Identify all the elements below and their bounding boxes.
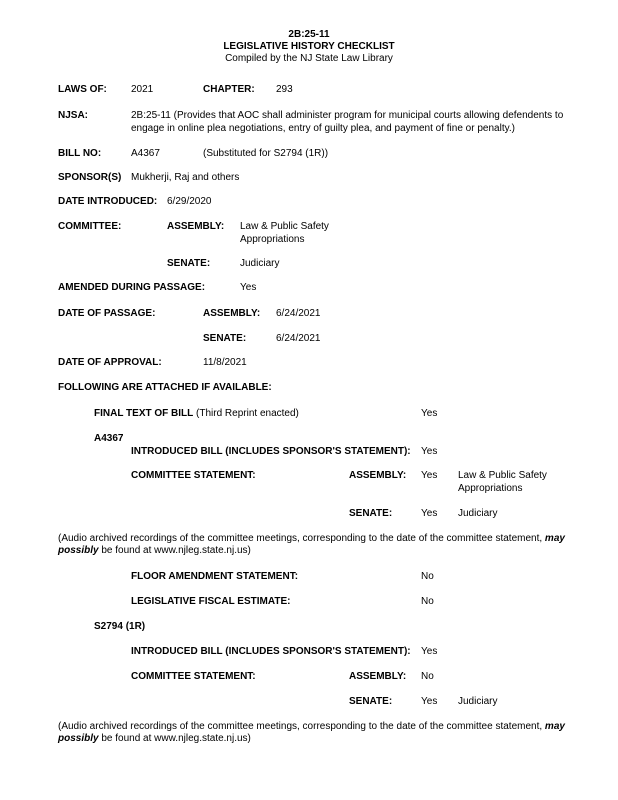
bill-s-introduced-label: INTRODUCED BILL (INCLUDES SPONSOR'S STATEMENT):	[131, 646, 411, 657]
committee-assembly-label: ASSEMBLY:	[167, 221, 225, 232]
bill-s-audio-may: may	[544, 721, 565, 732]
bill-a-audio-note-line-2	[58, 545, 251, 557]
bill-s-audio-note-line-1	[58, 721, 565, 733]
bill-a-fiscal-label: LEGISLATIVE FISCAL ESTIMATE:	[131, 596, 291, 607]
committee-assembly-line-1: Law & Public Safety	[240, 221, 329, 232]
date-of-approval-value: 11/8/2021	[203, 357, 247, 368]
bill-a-audio-text-b: be found at www.njleg.state.nj.us)	[98, 545, 251, 556]
amended-label: AMENDED DURING PASSAGE:	[58, 282, 206, 293]
committee-assembly-line-2: Appropriations	[240, 234, 305, 245]
bill-a-fiscal-value: No	[421, 596, 434, 607]
bill-a-name: A4367	[94, 433, 124, 444]
chapter-label: CHAPTER:	[203, 84, 255, 95]
attached-heading: FOLLOWING ARE ATTACHED IF AVAILABLE:	[58, 382, 272, 393]
bill-a-senate-value: Yes	[421, 508, 438, 519]
bill-no-label: BILL NO:	[58, 148, 102, 159]
njsa-line-1: 2B:25-11 (Provides that AOC shall administer program for municipal courts allowing defendents to	[131, 110, 564, 121]
bill-no-note: (Substituted for S2794 (1R))	[203, 148, 329, 159]
bill-a-committee-label: COMMITTEE STATEMENT:	[131, 470, 256, 481]
committee-senate-value: Judiciary	[240, 258, 280, 269]
committee-label: COMMITTEE:	[58, 221, 122, 232]
bill-s-audio-note-line-2	[58, 733, 251, 745]
laws-of-label: LAWS OF:	[58, 84, 107, 95]
sponsor-value: Mukherji, Raj and others	[131, 172, 240, 183]
bill-a-assembly-value: Yes	[421, 470, 438, 481]
sponsor-label: SPONSOR(S)	[58, 172, 122, 183]
laws-of-value: 2021	[131, 84, 154, 95]
bill-s-introduced-value: Yes	[421, 646, 438, 657]
final-text-label: FINAL TEXT OF BILL	[94, 408, 194, 419]
bill-s-senate-value: Yes	[421, 696, 438, 707]
bill-a-audio-text-a: (Audio archived recordings of the committee meetings, corresponding to the date of the committee statement,	[58, 533, 545, 544]
chapter-value: 293	[276, 84, 293, 95]
njsa-line-2: engage in online plea negotiations, entry of guilty plea, and payment of fine or penalty.)	[131, 123, 515, 134]
passage-assembly-value: 6/24/2021	[276, 308, 321, 319]
bill-a-audio-possibly: possibly	[58, 545, 99, 556]
bill-a-assembly-label: ASSEMBLY:	[349, 470, 407, 481]
date-introduced-value: 6/29/2020	[167, 196, 212, 207]
bill-a-senate-label: SENATE:	[349, 508, 393, 519]
date-of-passage-label: DATE OF PASSAGE:	[58, 308, 156, 319]
bill-s-assembly-label: ASSEMBLY:	[349, 671, 407, 682]
bill-s-assembly-value: No	[421, 671, 434, 682]
bill-a-introduced-value: Yes	[421, 446, 438, 457]
bill-s-name: S2794 (1R)	[94, 621, 146, 632]
bill-a-floor-label: FLOOR AMENDMENT STATEMENT:	[131, 571, 299, 582]
bill-s-senate-committee: Judiciary	[458, 696, 498, 707]
document-title: LEGISLATIVE HISTORY CHECKLIST	[223, 41, 395, 52]
bill-s-audio-possibly: possibly	[58, 733, 99, 744]
passage-senate-label: SENATE:	[203, 333, 247, 344]
bill-s-audio-text-b: be found at www.njleg.state.nj.us)	[98, 733, 251, 744]
bill-a-audio-note-line-1	[58, 533, 565, 545]
committee-senate-label: SENATE:	[167, 258, 211, 269]
bill-s-senate-label: SENATE:	[349, 696, 393, 707]
njsa-label: NJSA:	[58, 110, 89, 121]
date-introduced-label: DATE INTRODUCED:	[58, 196, 158, 207]
bill-s-audio-text-a: (Audio archived recordings of the committee meetings, corresponding to the date of the committee statement,	[58, 721, 545, 732]
document-code: 2B:25-11	[288, 29, 330, 40]
bill-a-audio-may: may	[544, 533, 565, 544]
final-text-note: (Third Reprint enacted)	[193, 408, 299, 419]
document-subtitle: Compiled by the NJ State Law Library	[225, 53, 393, 64]
amended-value: Yes	[240, 282, 257, 293]
final-text-value: Yes	[421, 408, 438, 419]
bill-a-floor-value: No	[421, 571, 434, 582]
bill-s-committee-label: COMMITTEE STATEMENT:	[131, 671, 256, 682]
bill-a-assembly-committee-1: Law & Public Safety	[458, 470, 547, 481]
bill-a-introduced-label: INTRODUCED BILL (INCLUDES SPONSOR'S STATEMENT):	[131, 446, 411, 457]
passage-assembly-label: ASSEMBLY:	[203, 308, 261, 319]
bill-a-senate-committee: Judiciary	[458, 508, 498, 519]
final-text-row	[94, 408, 299, 420]
passage-senate-value: 6/24/2021	[276, 333, 321, 344]
bill-a-assembly-committee-2: Appropriations	[458, 483, 523, 494]
bill-no-value: A4367	[131, 148, 160, 159]
date-of-approval-label: DATE OF APPROVAL:	[58, 357, 162, 368]
